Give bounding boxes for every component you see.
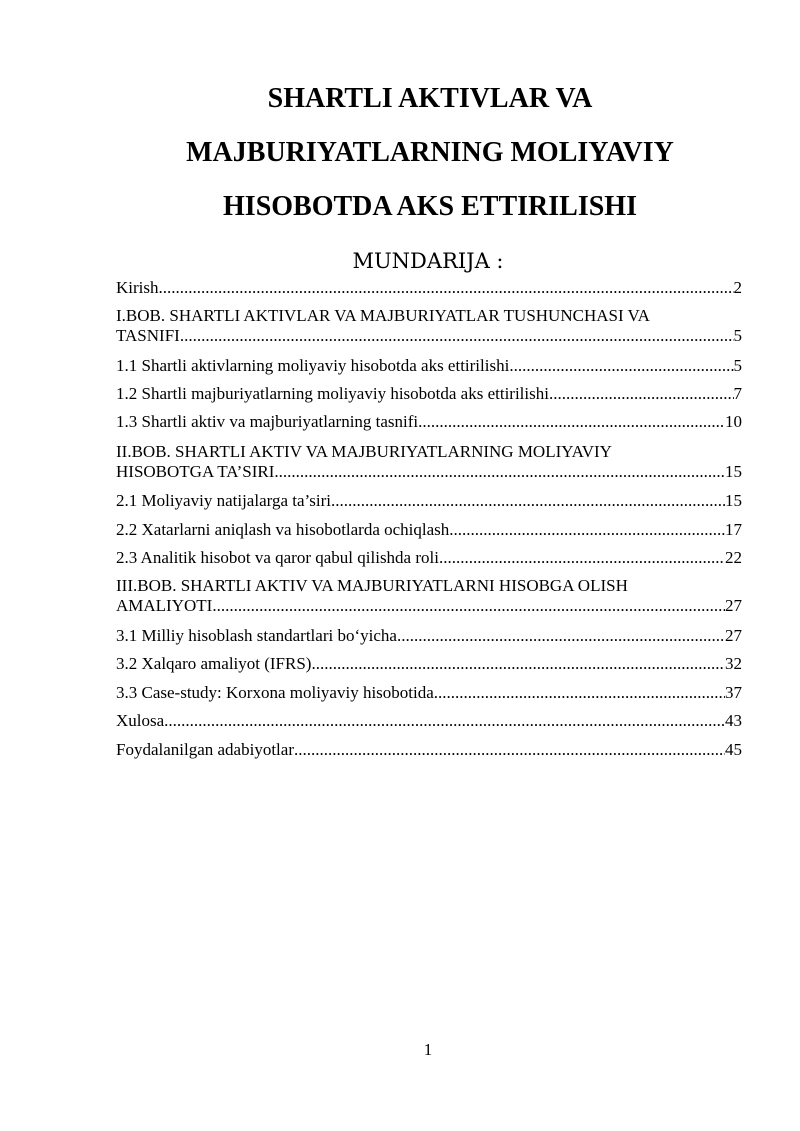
- dot-leader: [311, 654, 725, 674]
- title-line-2: MAJBURIYATLARNING MOLIYAVIY: [186, 137, 674, 168]
- toc-entry-text: 1.2 Shartli majburiyatlarning moliyaviy hisobotda aks ettirilishi: [116, 384, 549, 403]
- page-number: 1: [423, 1040, 433, 1059]
- toc-entry-text: 3.3 Case-study: Korxona moliyaviy hisobotida: [116, 683, 434, 702]
- toc-entry-text: Kirish: [116, 278, 159, 297]
- toc-entry-page: 15: [725, 462, 742, 481]
- toc-entry-page: 10: [725, 412, 742, 431]
- toc-entry-kirish[interactable]: [116, 278, 742, 298]
- toc-entry-text-line1: I.BOB. SHARTLI AKTIVLAR VA MAJBURIYATLAR TUSHUNCHASI VA: [116, 306, 650, 325]
- toc-entry-text-line1: III.BOB. SHARTLI AKTIV VA MAJBURIYATLARNI HISOBGA OLISH: [116, 576, 628, 595]
- toc-entry-text: 2.2 Xatarlarni aniqlash va hisobotlarda ochiqlash: [116, 520, 450, 539]
- toc-entry-page: 45: [725, 740, 742, 759]
- toc-entry-page: 37: [725, 683, 742, 702]
- dot-leader: [212, 596, 725, 616]
- title-line-3: HISOBOTDA AKS ETTIRILISHI: [223, 191, 637, 222]
- dot-leader: [418, 412, 725, 432]
- dot-leader: [159, 278, 734, 298]
- toc-entry-3-3[interactable]: [116, 683, 742, 703]
- toc-entry-page: 2: [733, 278, 742, 297]
- dot-leader: [449, 520, 725, 540]
- toc-entry-text: TASNIFI: [116, 326, 180, 345]
- toc-entry-1-2[interactable]: [116, 384, 742, 404]
- toc-entry-text-line1: II.BOB. SHARTLI AKTIV VA MAJBURIYATLARNING MOLIYAVIY: [116, 442, 612, 461]
- toc-entry-page: 27: [725, 596, 742, 615]
- toc-entry-adabiyotlar[interactable]: [116, 740, 742, 760]
- toc-entry-page: 17: [725, 520, 742, 539]
- toc-entry-page: 7: [733, 384, 742, 403]
- dot-leader: [509, 356, 733, 376]
- toc-entry-page: 22: [725, 548, 742, 567]
- dot-leader: [180, 326, 734, 346]
- toc-entry-3-1[interactable]: [116, 626, 742, 646]
- toc-entry-text: Foydalanilgan adabiyotlar: [116, 740, 294, 759]
- toc-entry-page: 5: [733, 326, 742, 345]
- toc-entry-text: 3.1 Milliy hisoblash standartlari bo‘yicha: [116, 626, 397, 645]
- toc-entry-page: 27: [725, 626, 742, 645]
- toc-entry-text: 1.1 Shartli aktivlarning moliyaviy hisobotda aks ettirilishi: [116, 356, 510, 375]
- toc-entry-text: 3.2 Xalqaro amaliyot (IFRS): [116, 654, 312, 673]
- toc-entry-page: 43: [725, 711, 742, 730]
- toc-entry-text: Xulosa: [116, 711, 165, 730]
- dot-leader: [439, 548, 725, 568]
- title-line-1: SHARTLI AKTIVLAR VA: [267, 83, 593, 114]
- toc-entry-chapter-1[interactable]: [116, 306, 742, 346]
- toc-entry-xulosa[interactable]: [116, 711, 742, 731]
- toc-entry-2-3[interactable]: [116, 548, 742, 568]
- toc-entry-page: 5: [733, 356, 742, 375]
- toc-entry-page: 32: [725, 654, 742, 673]
- toc-entry-2-1[interactable]: [116, 491, 742, 511]
- dot-leader: [331, 491, 725, 511]
- dot-leader: [294, 740, 725, 760]
- dot-leader: [434, 683, 725, 703]
- toc-entry-1-3[interactable]: [116, 412, 742, 432]
- toc-entry-text: HISOBOTGA TA’SIRI: [116, 462, 275, 481]
- toc-entry-1-1[interactable]: [116, 356, 742, 376]
- toc-heading: MUNDARIJA :: [352, 249, 504, 273]
- toc-entry-text: 2.3 Analitik hisobot va qaror qabul qilishda roli: [116, 548, 439, 567]
- toc-entry-text: AMALIYOTI: [116, 596, 213, 615]
- toc-entry-chapter-2[interactable]: [116, 442, 742, 482]
- dot-leader: [549, 384, 734, 404]
- dot-leader: [397, 626, 725, 646]
- toc-entry-page: 15: [725, 491, 742, 510]
- dot-leader: [164, 711, 725, 731]
- toc-entry-text: 1.3 Shartli aktiv va majburiyatlarning tasnifi: [116, 412, 419, 431]
- dot-leader: [274, 462, 725, 482]
- toc-entry-3-2[interactable]: [116, 654, 742, 674]
- toc-entry-text: 2.1 Moliyaviy natijalarga ta’siri: [116, 491, 331, 510]
- toc-entry-chapter-3[interactable]: [116, 576, 742, 616]
- document-title: [80, 72, 780, 234]
- toc-entry-2-2[interactable]: [116, 520, 742, 540]
